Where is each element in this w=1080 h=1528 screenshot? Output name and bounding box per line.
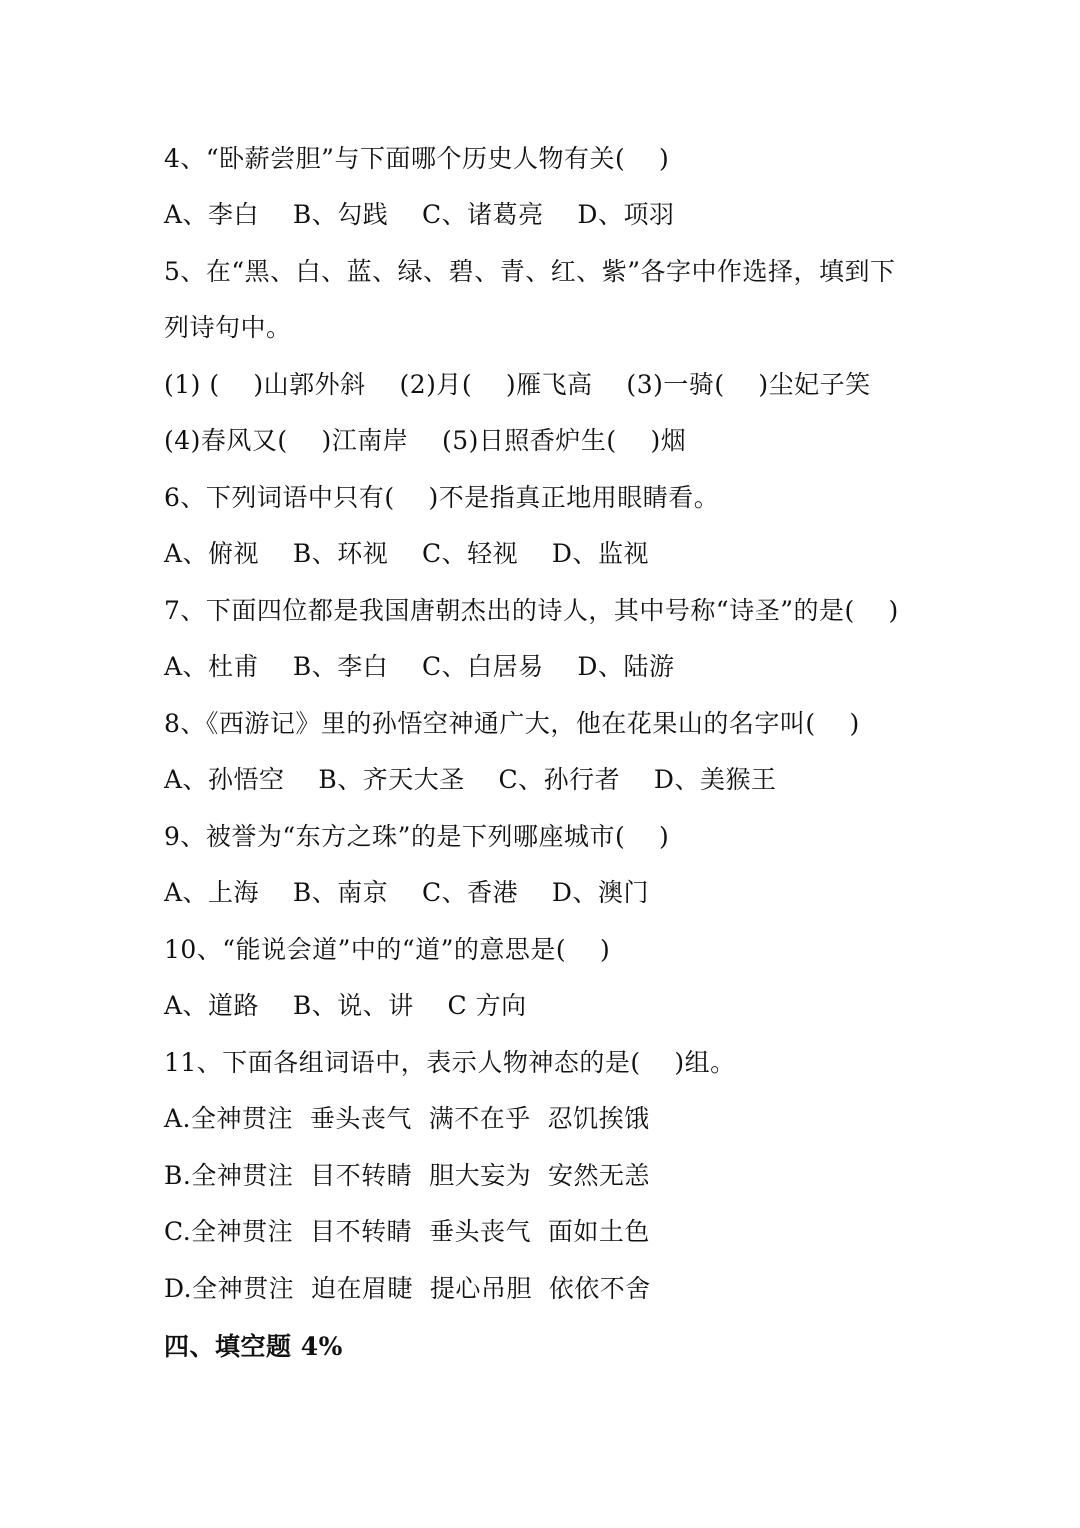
- question-11-option-a: A.全神贯注 垂头丧气 满不在乎 忍饥挨饿: [164, 1104, 650, 1133]
- question-11: 11、下面各组词语中，表示人物神态的是( )组。: [164, 1048, 736, 1077]
- question-5-blanks-row-2: (4)春风又( )江南岸 (5)日照香炉生( )烟: [164, 426, 687, 455]
- question-8-options: A、孙悟空 B、齐天大圣 C、孙行者 D、美猴王: [164, 765, 777, 794]
- question-4: 4、“卧薪尝胆”与下面哪个历史人物有关( ): [164, 144, 670, 173]
- question-9: 9、被誉为“东方之珠”的是下列哪座城市( ): [164, 822, 670, 851]
- question-5-blanks-row-1: (1) ( )山郭外斜 (2)月( )雁飞高 (3)一骑( )尘妃子笑: [164, 370, 871, 399]
- question-7-options: A、杜甫 B、李白 C、白居易 D、陆游: [164, 652, 675, 681]
- question-11-option-d: D.全神贯注 迫在眉睫 提心吊胆 依依不舍: [164, 1274, 651, 1303]
- question-4-options: A、李白 B、勾践 C、诸葛亮 D、项羽: [164, 200, 675, 229]
- question-10-options: A、道路 B、说、讲 C 方向: [164, 991, 527, 1020]
- question-11-option-b: B.全神贯注 目不转睛 胆大妄为 安然无恙: [164, 1161, 651, 1190]
- section-heading: 四、填空题 4%: [164, 1332, 343, 1361]
- question-10: 10、“能说会道”中的“道”的意思是( ): [164, 935, 611, 964]
- question-6: 6、下列词语中只有( )不是指真正地用眼睛看。: [164, 483, 720, 512]
- question-11-option-c: C.全神贯注 目不转睛 垂头丧气 面如土色: [164, 1217, 650, 1246]
- question-5: 5、在“黑、白、蓝、绿、碧、青、红、紫”各字中作选择，填到下: [164, 257, 896, 286]
- question-6-options: A、俯视 B、环视 C、轻视 D、监视: [164, 539, 649, 568]
- question-9-options: A、上海 B、南京 C、香港 D、澳门: [164, 878, 649, 907]
- question-7: 7、下面四位都是我国唐朝杰出的诗人，其中号称“诗圣”的是( ): [164, 596, 899, 625]
- question-5-continued: 列诗句中。: [164, 313, 292, 342]
- question-8: 8、《西游记》里的孙悟空神通广大，他在花果山的名字叫( ): [164, 709, 860, 738]
